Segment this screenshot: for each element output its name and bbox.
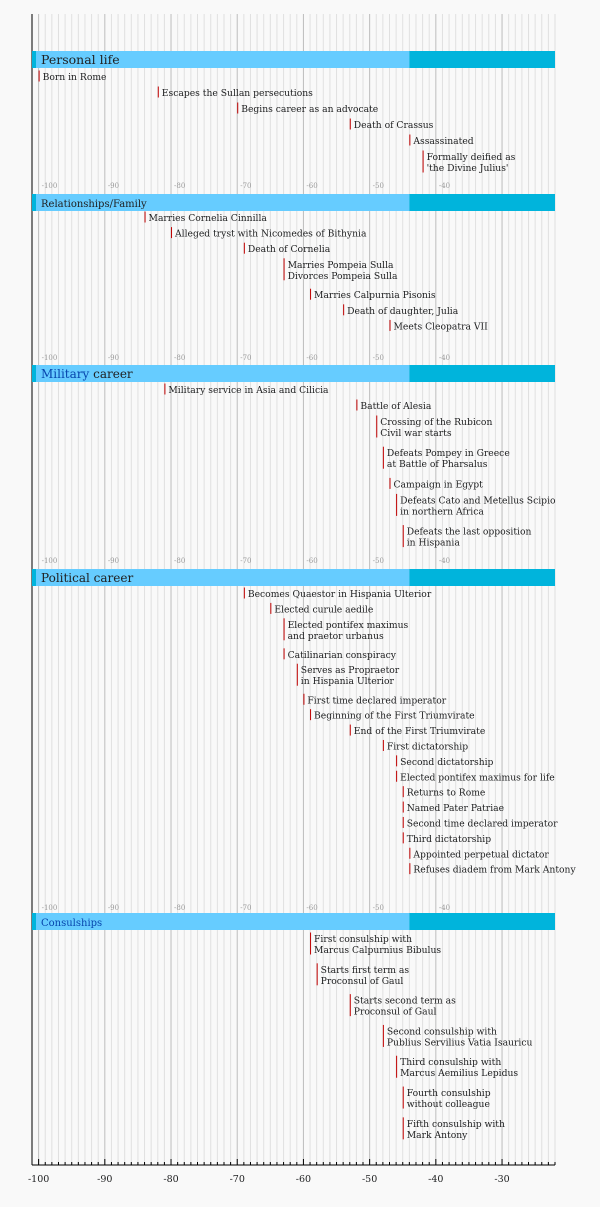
section-tick-labels <box>42 557 450 565</box>
event <box>383 447 509 471</box>
event-label: Catilinarian conspiracy <box>287 649 396 661</box>
event-label: Marcus Calpurnius Bibulus <box>314 945 442 956</box>
event-label: Elected pontifex maximus <box>287 619 409 631</box>
event-label: and praetor urbanus <box>287 630 384 642</box>
after-death-band <box>409 51 555 68</box>
section-title <box>41 367 133 381</box>
event <box>357 400 432 413</box>
event-label: Elected pontifex maximus for life <box>400 772 555 784</box>
event-label: Crossing of the Rubicon <box>380 417 493 428</box>
event <box>172 227 367 240</box>
event <box>350 725 485 738</box>
event-label: Death of daughter, Julia <box>347 305 459 317</box>
event-label: Starts second term as <box>353 995 456 1007</box>
event <box>284 258 398 282</box>
event <box>390 478 483 491</box>
event <box>145 212 267 225</box>
section-1 <box>32 51 555 190</box>
section-tick-label: -80 <box>174 182 186 190</box>
section-title-link: Military <box>41 367 90 381</box>
section-tick-label: -70 <box>240 354 252 362</box>
event <box>244 243 330 256</box>
event-label: Proconsul of Gaul <box>353 1006 437 1018</box>
event <box>297 664 400 688</box>
axis-tick-label: -80 <box>163 1174 179 1185</box>
event <box>397 755 494 768</box>
event <box>311 709 475 722</box>
section-title-rest: career <box>89 367 133 381</box>
section-tick-label: -80 <box>174 354 186 362</box>
after-death-band <box>409 194 555 211</box>
section-tick-label: -90 <box>107 904 120 912</box>
event <box>284 648 397 661</box>
event-label: Battle of Alesia <box>360 401 432 412</box>
section-title-text: Personal life <box>41 52 120 67</box>
event-label: Starts first term as <box>320 964 410 976</box>
event <box>317 963 409 987</box>
event <box>304 694 447 707</box>
event <box>244 588 431 601</box>
event <box>410 848 550 861</box>
event-label: Assassinated <box>413 136 474 147</box>
event-label: First time declared imperator <box>307 695 447 707</box>
event <box>350 119 433 132</box>
axis-tick-label: -100 <box>27 1174 50 1185</box>
event-label: Mark Antony <box>406 1129 468 1141</box>
x-axis <box>28 1159 555 1185</box>
section-tick-label: -80 <box>174 904 186 912</box>
event-label: at Battle of Pharsalus <box>386 459 488 471</box>
section-tick-label: -100 <box>41 557 58 565</box>
event-label: Defeats the last opposition <box>406 526 532 538</box>
event <box>410 135 474 148</box>
event <box>383 1025 532 1049</box>
section-3 <box>32 365 556 565</box>
section-tick-label: -50 <box>372 354 384 362</box>
section-tick-label: -40 <box>438 182 451 190</box>
event-label: Defeats Pompey in Greece <box>386 448 510 460</box>
event-label: Serves as Propraetor <box>300 665 400 677</box>
event-label: Marries Pompeia Sulla <box>287 259 394 271</box>
event <box>158 87 313 100</box>
section-tick-label: -40 <box>438 557 451 565</box>
section-title <box>41 571 133 585</box>
event-label: Publius Servilius Vatia Isauricu <box>386 1037 533 1049</box>
event <box>403 1117 505 1141</box>
event <box>390 320 488 333</box>
event-label: Named Pater Patriae <box>406 803 505 815</box>
event-label: in Hispania <box>406 537 460 549</box>
event <box>403 1087 490 1111</box>
section-tick-label: -90 <box>107 354 120 362</box>
event-label: Born in Rome <box>42 72 107 83</box>
event-label: Formally deified as <box>426 152 516 163</box>
event-label: Military service in Asia and Cilicia <box>168 385 329 396</box>
section-title <box>41 199 147 210</box>
section-tick-label: -90 <box>107 557 120 565</box>
event <box>403 802 504 815</box>
event-label: Alleged tryst with Nicomedes of Bithynia <box>175 228 367 240</box>
section-tick-label: -70 <box>240 182 252 190</box>
event <box>383 740 468 753</box>
section-tick-label: -60 <box>306 354 318 362</box>
section-tick-label: -90 <box>107 182 120 190</box>
section-tick-label: -50 <box>372 557 384 565</box>
after-death-band <box>409 913 555 930</box>
event <box>403 817 558 830</box>
section-tick-label: -60 <box>306 557 318 565</box>
event-label: Marcus Aemilius Lepidus <box>400 1068 519 1080</box>
after-death-band <box>409 365 555 382</box>
section-tick-labels <box>42 354 450 362</box>
event-label: Appointed perpetual dictator <box>413 849 549 861</box>
event-label: Civil war starts <box>380 428 452 439</box>
band-left-marker <box>32 569 36 586</box>
axis-tick-label: -30 <box>494 1174 510 1185</box>
event-label: Death of Cornelia <box>247 244 331 256</box>
event <box>39 71 106 84</box>
section-title-text: Relationships/Family <box>41 199 147 210</box>
event <box>311 933 442 957</box>
event-label: Proconsul of Gaul <box>320 975 404 987</box>
event-label: Second consulship with <box>386 1026 497 1038</box>
event-label: Meets Cleopatra VII <box>393 321 488 333</box>
event-label: End of the First Triumvirate <box>353 726 486 738</box>
event <box>397 771 555 784</box>
section-tick-labels <box>42 904 450 912</box>
event <box>311 289 436 302</box>
band-left-marker <box>32 913 36 930</box>
event-label: Returns to Rome <box>406 787 486 799</box>
section-tick-label: -100 <box>41 182 58 190</box>
section-4 <box>32 569 576 912</box>
event-label: Refuses diadem from Mark Antony <box>413 864 576 876</box>
event <box>403 525 531 549</box>
event-label: Fifth consulship with <box>406 1118 505 1130</box>
event-label: Death of Crassus <box>353 120 434 131</box>
axis-tick-label: -60 <box>295 1174 312 1185</box>
event-label: Elected curule aedile <box>274 604 374 616</box>
section-tick-label: -60 <box>306 904 318 912</box>
band-left-marker <box>32 51 36 68</box>
section-tick-label: -50 <box>372 182 384 190</box>
section-title-text: Political career <box>41 571 134 585</box>
event <box>410 863 577 876</box>
event-label: Marries Calpurnia Pisonis <box>314 290 436 302</box>
event <box>238 103 379 116</box>
axis-tick-label: -40 <box>428 1174 444 1185</box>
axis-tick-label: -90 <box>97 1174 113 1185</box>
event-label: without colleague <box>406 1099 490 1111</box>
event-label: Beginning of the First Triumvirate <box>314 710 475 722</box>
event-label: Defeats Cato and Metellus Scipio <box>400 495 556 507</box>
event-label: First consulship with <box>314 934 413 945</box>
after-death-band <box>409 569 555 586</box>
band-left-marker <box>32 194 36 211</box>
event-label: Third consulship with <box>400 1057 502 1069</box>
section-tick-label: -80 <box>174 557 186 565</box>
event-label: Fourth consulship <box>406 1088 491 1100</box>
event <box>350 994 456 1018</box>
event-label: Marries Cornelia Cinnilla <box>148 213 267 224</box>
event-label: 'the Divine Julius' <box>426 163 509 174</box>
axis-tick-label: -50 <box>361 1174 378 1185</box>
event-label: Divorces Pompeia Sulla <box>287 270 398 282</box>
event-label: in Hispania Ulterior <box>300 676 394 688</box>
event <box>403 786 485 799</box>
event <box>423 151 516 175</box>
event-label: Second dictatorship <box>400 756 494 768</box>
axis-tick-label: -70 <box>229 1174 245 1185</box>
section-5 <box>32 913 555 1141</box>
section-tick-label: -50 <box>372 904 384 912</box>
section-title <box>41 918 102 929</box>
event-label: Begins career as an advocate <box>241 104 379 115</box>
event <box>344 304 459 317</box>
event <box>397 494 556 518</box>
event-label: Escapes the Sullan persecutions <box>161 88 313 99</box>
event <box>397 1056 519 1080</box>
event-label: Campaign in Egypt <box>393 479 483 491</box>
section-tick-labels <box>42 182 450 190</box>
event <box>165 384 329 397</box>
section-title <box>41 52 120 67</box>
section-tick-label: -70 <box>240 904 252 912</box>
section-tick-label: -100 <box>41 354 58 362</box>
band-left-marker <box>32 365 36 382</box>
event-label: in northern Africa <box>400 506 484 518</box>
section-tick-label: -60 <box>306 182 318 190</box>
section-title-link: Consulships <box>41 918 103 929</box>
event-label: Third dictatorship <box>406 833 492 845</box>
event <box>403 832 491 845</box>
event-label: Becomes Quaestor in Hispania Ulterior <box>247 589 432 600</box>
event <box>271 603 373 616</box>
section-tick-label: -70 <box>240 557 252 565</box>
event-label: Second time declared imperator <box>406 818 558 830</box>
section-2 <box>32 194 555 362</box>
section-tick-label: -40 <box>438 354 451 362</box>
section-tick-label: -100 <box>41 904 58 912</box>
section-tick-label: -40 <box>438 904 451 912</box>
event-label: First dictatorship <box>386 741 469 753</box>
